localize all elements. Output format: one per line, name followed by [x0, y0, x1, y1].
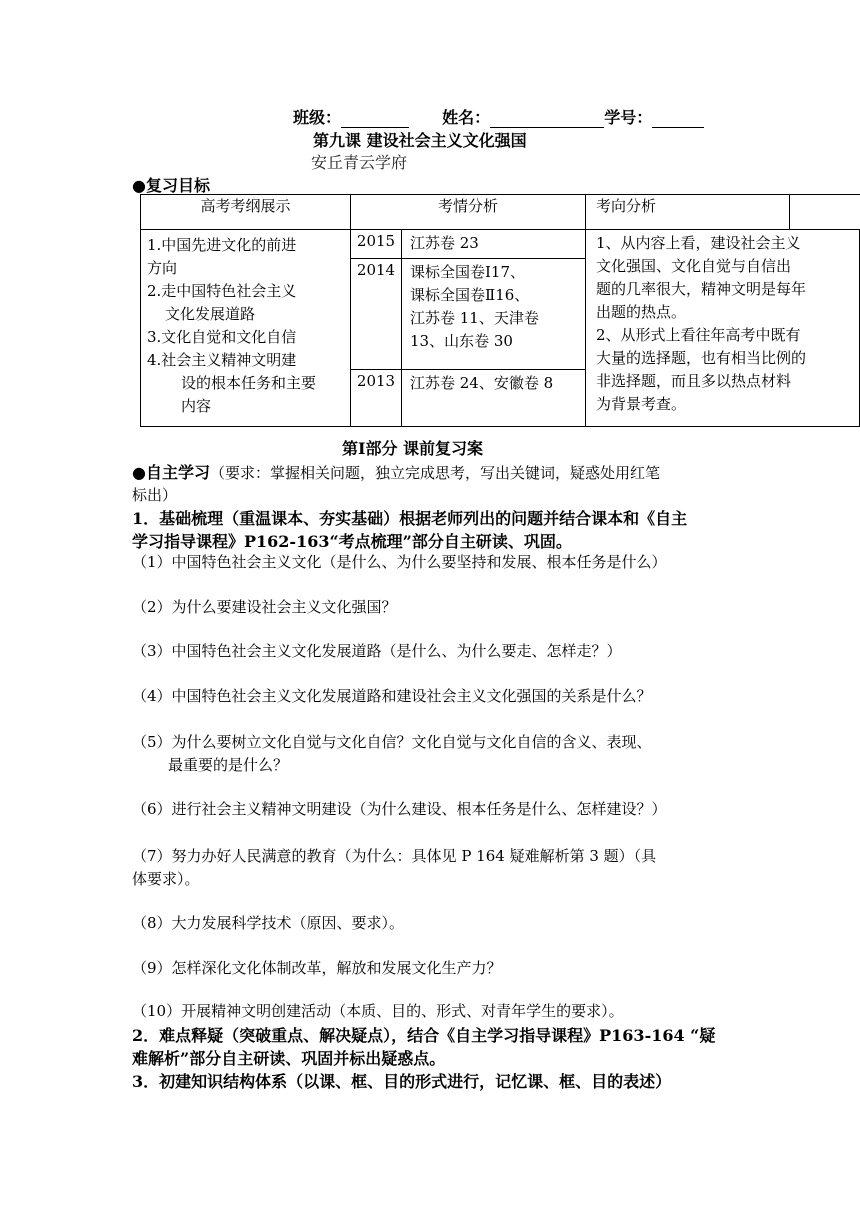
question-3: （3）中国特色社会主义文化发展道路（是什么、为什么要走、怎样走？） — [132, 642, 622, 660]
table-header-syllabus: 高考考纲展示 — [141, 195, 351, 230]
trend-line: 非选择题，而且多以热点材料 — [596, 372, 792, 390]
trend-line: 为背景考查。 — [596, 395, 687, 413]
syllabus-line: 2.走中国特色社会主义 — [147, 282, 297, 300]
syllabus-line: 1.中国先进文化的前进 — [147, 236, 297, 254]
self-study-label: ●自主学习 — [132, 463, 210, 482]
question-5-cont: 最重要的是什么？ — [168, 756, 289, 774]
question-4: （4）中国特色社会主义文化发展道路和建设社会主义文化强国的关系是什么？ — [132, 687, 652, 705]
trend-line: 2、从形式上看往年高考中既有 — [596, 326, 801, 344]
trend-line: 文化强国、文化自觉与自信出 — [596, 257, 792, 275]
question-7-cont: 体要求）。 — [132, 870, 200, 888]
self-study-line — [132, 460, 660, 483]
exam-papers — [402, 259, 586, 370]
syllabus-line: 文化发展道路 — [165, 305, 256, 323]
syllabus-line: 方向 — [147, 259, 178, 277]
exam-paper: 课标全国卷Ⅱ16、 — [410, 286, 530, 304]
question-6: （6）进行社会主义精神文明建设（为什么建设、根本任务是什么、怎样建设？） — [132, 800, 667, 818]
trend-line: 大量的选择题，也有相当比例的 — [596, 349, 807, 367]
name-label: 姓名： — [442, 108, 491, 127]
exam-paper: 江苏卷 11、天津卷 — [410, 309, 539, 327]
self-study-requirement: （要求：掌握相关问题，独立完成思考，写出关键词，疑惑处用红笔 — [209, 464, 660, 482]
syllabus-line: 3.文化自觉和文化自信 — [147, 328, 297, 346]
syllabus-line: 4.社会主义精神文明建 — [147, 351, 297, 369]
syllabus-line: 内容 — [181, 397, 212, 415]
student-id-blank[interactable] — [652, 113, 704, 128]
question-1: （1）中国特色社会主义文化（是什么、为什么要坚持和发展、根本任务是什么） — [132, 553, 667, 571]
student-info-line — [293, 105, 704, 128]
exam-paper: 江苏卷 23 — [410, 234, 479, 252]
trend-line: 题的几率很大，精神文明是每年 — [596, 280, 807, 298]
goals-heading: ●复习目标 — [132, 176, 210, 195]
question-2: （2）为什么要建设社会主义文化强国？ — [132, 598, 397, 616]
exam-paper: 江苏卷 24、安徽卷 8 — [410, 374, 554, 392]
item2-line1: 2．难点释疑（突破重点、解决疑点），结合《自主学习指导课程》P163-164 “疑 — [132, 1026, 716, 1045]
class-label: 班级： — [293, 108, 342, 127]
exam-paper: 课标全国卷Ⅰ17、 — [410, 263, 526, 281]
exam-paper: 13、山东卷 30 — [410, 332, 513, 350]
student-id-label: 学号： — [604, 108, 653, 127]
syllabus-line: 设的根本任务和主要 — [181, 374, 317, 392]
review-goals-table — [140, 194, 860, 427]
part1-heading: 第Ⅰ部分 课前复习案 — [342, 439, 484, 458]
trend-line: 出题的热点。 — [596, 303, 687, 321]
table-header-analysis: 考情分析 — [351, 195, 586, 230]
question-5: （5）为什么要树立文化自觉与文化自信？文化自觉与文化自信的含义、表现、 — [132, 733, 652, 751]
question-7: （7）努力办好人民满意的教育（为什么：具体见 P 164 疑难解析第 3 题）（具 — [132, 847, 657, 865]
class-blank[interactable] — [341, 113, 409, 128]
exam-year: 2013 — [351, 370, 402, 427]
item3-line: 3．初建知识结构体系（以课、框、目的形式进行，记忆课、框、目的表述） — [132, 1072, 672, 1091]
item1-line1: 1．基础梳理（重温课本、夯实基础）根据老师列出的问题并结合课本和《自主 — [132, 509, 688, 528]
question-8: （8）大力发展科学技术（原因、要求）。 — [132, 914, 405, 932]
item2-line2: 难解析”部分自主研读、巩固并标出疑惑点。 — [132, 1049, 446, 1068]
question-9: （9）怎样深化文化体制改革，解放和发展文化生产力？ — [132, 959, 502, 977]
syllabus-cell — [141, 230, 351, 427]
trend-cell — [586, 230, 860, 427]
lesson-title: 第九课 建设社会主义文化强国 — [313, 131, 527, 150]
self-study-requirement-cont: 标出） — [132, 486, 178, 504]
question-10: （10）开展精神文明创建活动（本质、目的、形式、对青年学生的要求）。 — [132, 1002, 624, 1020]
item1-line2: 学习指导课程》P162-163“考点梳理”部分自主研读、巩固。 — [132, 532, 572, 551]
trend-line: 1、从内容上看，建设社会主义 — [596, 234, 801, 252]
table-header-trend: 考向分析 — [586, 195, 790, 230]
author-line: 安丘青云学府 — [311, 153, 408, 172]
exam-year: 2014 — [351, 259, 402, 370]
exam-year: 2015 — [351, 230, 402, 259]
exam-papers — [402, 370, 586, 427]
name-blank[interactable] — [490, 113, 604, 128]
exam-papers — [402, 230, 586, 259]
